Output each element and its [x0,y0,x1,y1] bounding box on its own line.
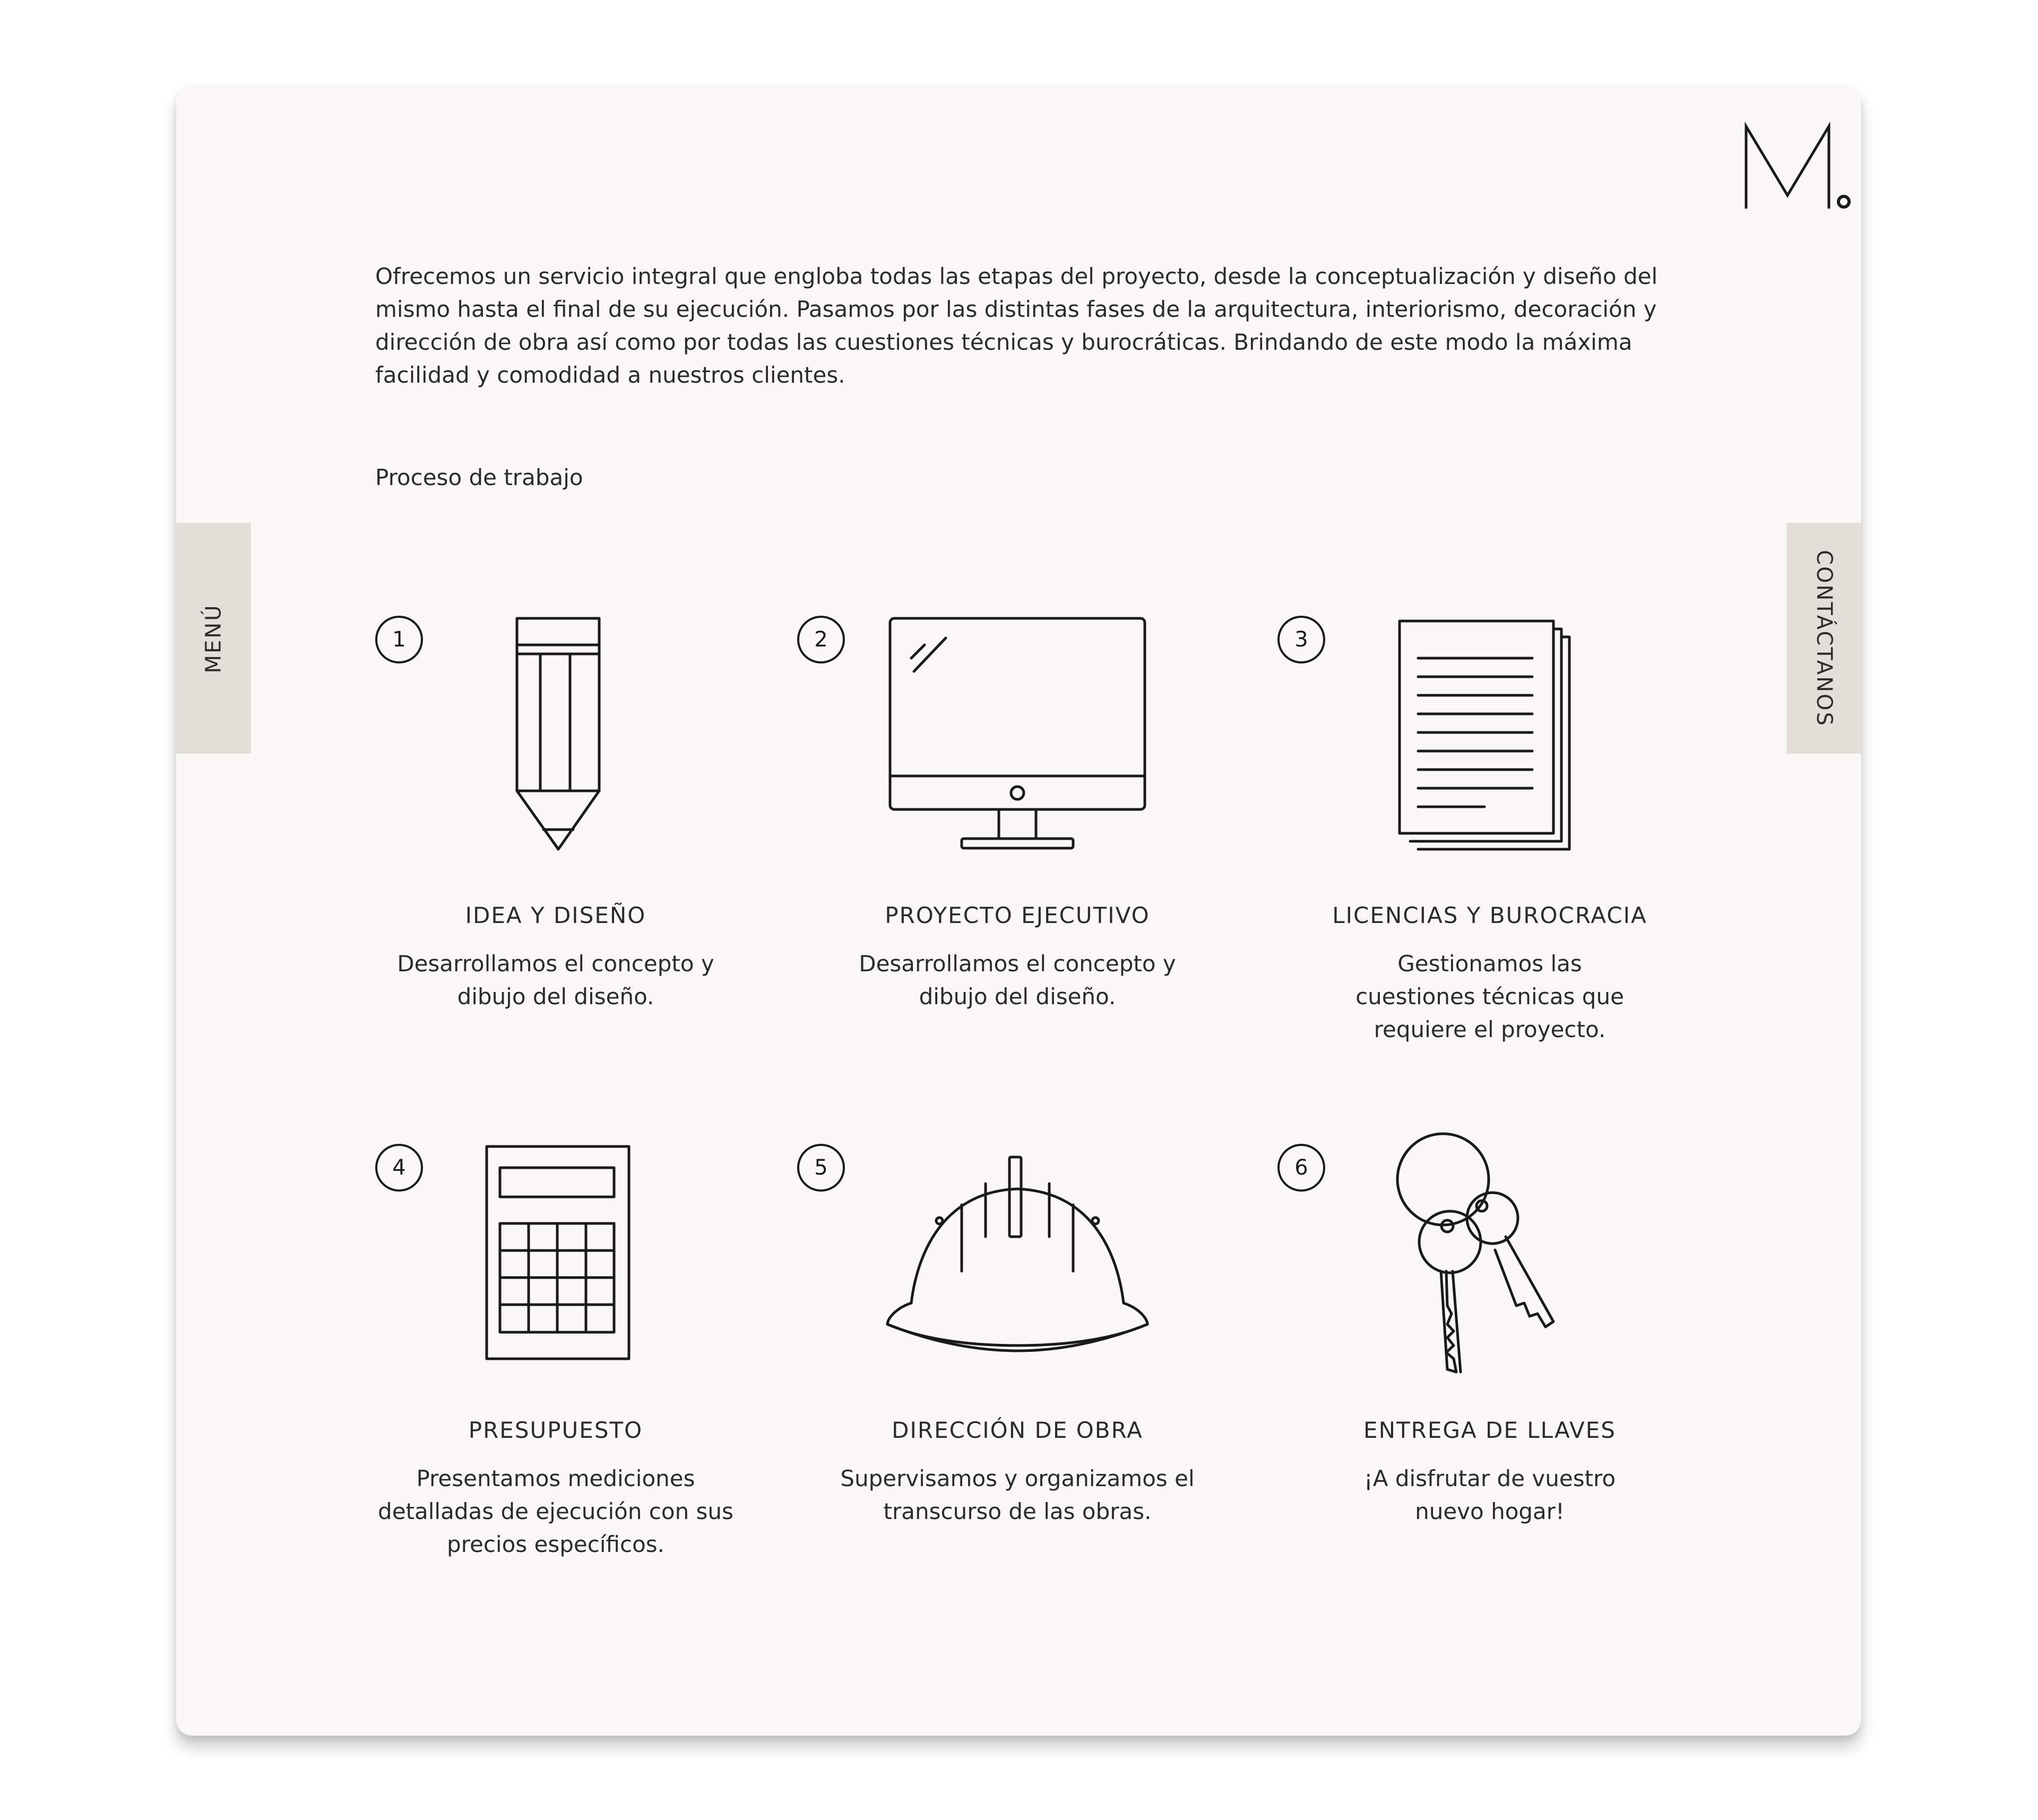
logo[interactable] [1742,121,1872,211]
step-title-3: LICENCIAS Y BUROCRACIA [1332,902,1647,928]
step-title-4: PRESUPUESTO [468,1417,643,1443]
step-title-1: IDEA Y DISEÑO [465,902,646,928]
step-number-1: 1 [375,616,423,663]
step-description-4: Presentamos mediciones detalladas de ejecución con sus precios específicos. [378,1465,733,1557]
contact-tab-label: CONTÁCTANOS [1811,549,1836,727]
section-title: Proceso de trabajo [375,464,583,490]
step-description-5: Supervisamos y organizamos el transcurso de las obras. [840,1465,1195,1524]
step-title-5: DIRECCIÓN DE OBRA [892,1417,1143,1443]
step-description-6: ¡A disfrutar de vuestro nuevo hogar! [1363,1465,1616,1524]
step-description-2: Desarrollamos el concepto y dibujo del diseño. [859,951,1176,1010]
step-description-1: Desarrollamos el concepto y dibujo del diseño. [397,951,714,1010]
step-number-2: 2 [797,616,845,663]
keys-icon [1394,1131,1585,1375]
menu-tab-label: MENÚ [201,603,226,673]
step-title-6: ENTREGA DE LLAVES [1363,1417,1616,1443]
calculator-icon [484,1144,633,1361]
page-card [176,85,1861,1736]
monitor-icon [887,616,1147,852]
step-title-2: PROYECTO EJECUTIVO [885,902,1150,928]
step-number-6: 6 [1277,1144,1325,1192]
step-number-4: 4 [375,1144,423,1192]
hard-hat-icon [882,1152,1153,1353]
intro-paragraph: Ofrecemos un servicio integral que engloba todas las etapas del proyecto, desde la conceptualización y diseño del mismo hasta el final de su ejecución. Pasamos por las distintas fases de la arquitectura, interiorismo, decoración y dirección de obra así como por todas las cuestiones técnicas y burocráticas. Brindando de este modo la máxima facilidad y comodidad a nuestros clientes. [375,263,1658,388]
pencil-icon [511,616,601,849]
step-number-5: 5 [797,1144,845,1192]
step-number-3: 3 [1277,616,1325,663]
step-description-3: Gestionamos las cuestiones técnicas que requiere el proyecto. [1355,951,1624,1042]
documents-icon [1397,618,1572,852]
contact-tab[interactable] [1786,523,1861,754]
